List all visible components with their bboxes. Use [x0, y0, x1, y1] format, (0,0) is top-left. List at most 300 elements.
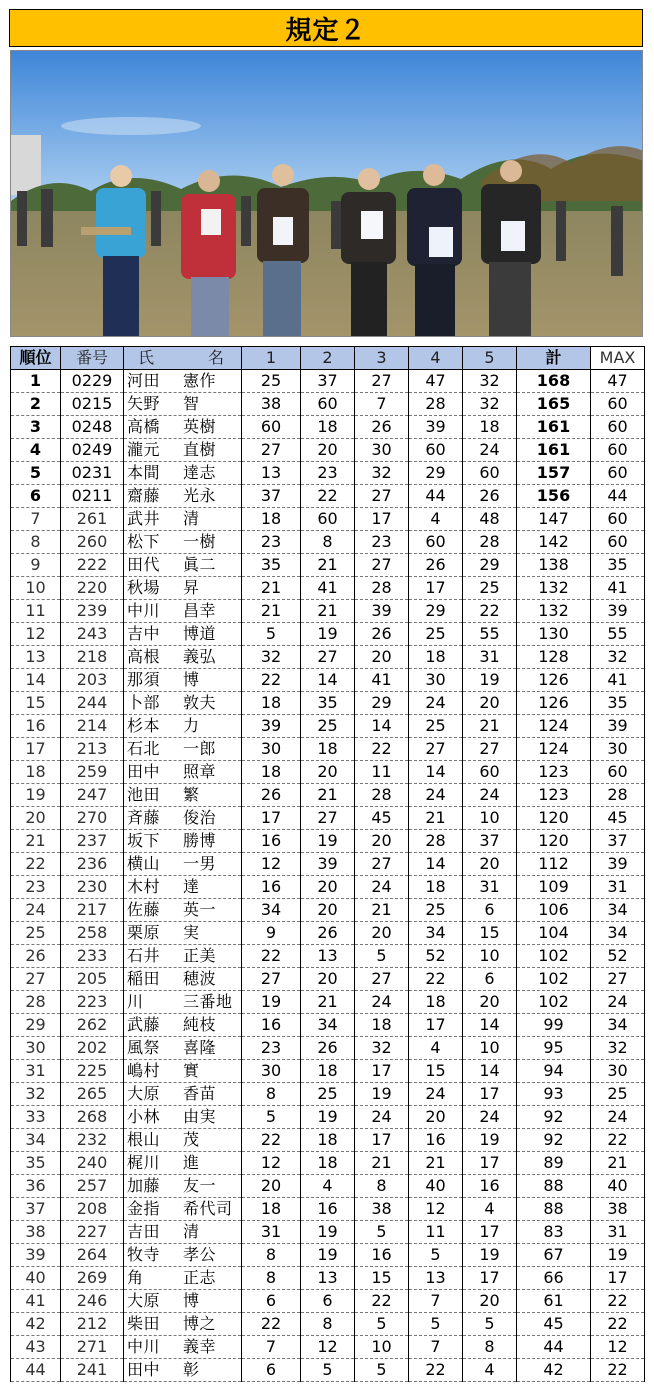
- table-row: [11, 669, 645, 692]
- table-row: [11, 370, 645, 393]
- name-family: 卜部: [127, 693, 161, 712]
- name-cell: [124, 1060, 242, 1083]
- round-4-cell: 22: [409, 968, 463, 991]
- round-2-cell: 34: [301, 1014, 355, 1037]
- round-5-cell: 19: [463, 669, 517, 692]
- table-row: [11, 646, 645, 669]
- round-4-cell: 25: [409, 899, 463, 922]
- table-row: [11, 1244, 645, 1267]
- header-round-1: 1: [242, 347, 301, 370]
- round-4-cell: 29: [409, 462, 463, 485]
- max-cell: 28: [591, 784, 645, 807]
- rank-cell: 38: [11, 1221, 61, 1244]
- round-2-cell: 26: [301, 1037, 355, 1060]
- name-given: 義幸: [183, 1337, 217, 1356]
- round-4-cell: 18: [409, 646, 463, 669]
- rank-cell: 3: [11, 416, 61, 439]
- table-row: [11, 692, 645, 715]
- round-3-cell: 39: [355, 600, 409, 623]
- round-3-cell: 28: [355, 784, 409, 807]
- name-cell: [124, 738, 242, 761]
- name-given: 憲作: [183, 371, 217, 390]
- max-cell: 32: [591, 1037, 645, 1060]
- round-5-cell: 22: [463, 600, 517, 623]
- round-2-cell: 18: [301, 738, 355, 761]
- round-1-cell: 31: [242, 1221, 301, 1244]
- name-cell: [124, 807, 242, 830]
- max-cell: 34: [591, 1014, 645, 1037]
- max-cell: 52: [591, 945, 645, 968]
- number-cell: 244: [61, 692, 124, 715]
- name-cell: [124, 922, 242, 945]
- round-3-cell: 30: [355, 439, 409, 462]
- round-1-cell: 18: [242, 761, 301, 784]
- number-cell: 261: [61, 508, 124, 531]
- name-cell: [124, 1014, 242, 1037]
- name-family: 松下: [127, 532, 161, 551]
- round-5-cell: 25: [463, 577, 517, 600]
- round-5-cell: 31: [463, 646, 517, 669]
- name-family: 田代: [127, 555, 161, 574]
- name-given: 昇: [183, 578, 200, 597]
- name-family: 矢野: [127, 394, 161, 413]
- name-given: 繁: [183, 785, 200, 804]
- round-4-cell: 40: [409, 1175, 463, 1198]
- name-cell: [124, 531, 242, 554]
- name-given: 孝公: [183, 1245, 217, 1264]
- name-family: 木村: [127, 877, 161, 896]
- max-cell: 60: [591, 416, 645, 439]
- round-1-cell: 16: [242, 876, 301, 899]
- round-2-cell: 13: [301, 1267, 355, 1290]
- number-cell: 264: [61, 1244, 124, 1267]
- rank-cell: 37: [11, 1198, 61, 1221]
- round-3-cell: 22: [355, 738, 409, 761]
- round-2-cell: 35: [301, 692, 355, 715]
- number-cell: 203: [61, 669, 124, 692]
- total-cell: 156: [517, 485, 591, 508]
- round-5-cell: 17: [463, 1083, 517, 1106]
- round-3-cell: 29: [355, 692, 409, 715]
- round-2-cell: 6: [301, 1290, 355, 1313]
- header-round-4: 4: [409, 347, 463, 370]
- round-4-cell: 18: [409, 991, 463, 1014]
- name-cell: [124, 761, 242, 784]
- total-cell: 42: [517, 1359, 591, 1382]
- table-row: [11, 876, 645, 899]
- round-3-cell: 27: [355, 968, 409, 991]
- header-round-3: 3: [355, 347, 409, 370]
- total-cell: 132: [517, 600, 591, 623]
- total-cell: 104: [517, 922, 591, 945]
- number-cell: 208: [61, 1198, 124, 1221]
- round-4-cell: 11: [409, 1221, 463, 1244]
- total-cell: 120: [517, 807, 591, 830]
- round-4-cell: 18: [409, 876, 463, 899]
- rank-cell: 40: [11, 1267, 61, 1290]
- round-3-cell: 38: [355, 1198, 409, 1221]
- round-3-cell: 17: [355, 1060, 409, 1083]
- round-5-cell: 10: [463, 807, 517, 830]
- name-cell: [124, 991, 242, 1014]
- round-5-cell: 20: [463, 1290, 517, 1313]
- round-2-cell: 18: [301, 1129, 355, 1152]
- total-cell: 124: [517, 738, 591, 761]
- rank-cell: 33: [11, 1106, 61, 1129]
- total-cell: 130: [517, 623, 591, 646]
- rank-cell: 23: [11, 876, 61, 899]
- name-given: 一男: [183, 854, 217, 873]
- round-5-cell: 28: [463, 531, 517, 554]
- number-cell: 240: [61, 1152, 124, 1175]
- round-5-cell: 14: [463, 1060, 517, 1083]
- name-given: 清: [183, 509, 200, 528]
- max-cell: 39: [591, 600, 645, 623]
- max-cell: 22: [591, 1313, 645, 1336]
- max-cell: 38: [591, 1198, 645, 1221]
- name-cell: [124, 1129, 242, 1152]
- round-2-cell: 20: [301, 968, 355, 991]
- number-cell: 270: [61, 807, 124, 830]
- name-given: 勝博: [183, 831, 217, 850]
- round-4-cell: 34: [409, 922, 463, 945]
- round-1-cell: 26: [242, 784, 301, 807]
- name-cell: [124, 1037, 242, 1060]
- round-4-cell: 60: [409, 439, 463, 462]
- max-cell: 40: [591, 1175, 645, 1198]
- round-5-cell: 60: [463, 462, 517, 485]
- round-1-cell: 16: [242, 1014, 301, 1037]
- table-row: [11, 1198, 645, 1221]
- number-cell: 0249: [61, 439, 124, 462]
- name-cell: [124, 853, 242, 876]
- name-family: 田中: [127, 1360, 161, 1379]
- table-header-row: [11, 347, 645, 370]
- name-given: 穂波: [183, 969, 217, 988]
- max-cell: 44: [591, 485, 645, 508]
- rank-cell: 9: [11, 554, 61, 577]
- name-cell: [124, 393, 242, 416]
- name-given: 香苗: [183, 1084, 217, 1103]
- round-3-cell: 16: [355, 1244, 409, 1267]
- max-cell: 45: [591, 807, 645, 830]
- total-cell: 109: [517, 876, 591, 899]
- round-5-cell: 32: [463, 370, 517, 393]
- round-5-cell: 19: [463, 1244, 517, 1267]
- round-1-cell: 25: [242, 370, 301, 393]
- round-2-cell: 18: [301, 416, 355, 439]
- round-2-cell: 21: [301, 991, 355, 1014]
- table-row: [11, 738, 645, 761]
- table-row: [11, 554, 645, 577]
- round-3-cell: 41: [355, 669, 409, 692]
- rank-cell: 16: [11, 715, 61, 738]
- rank-cell: 19: [11, 784, 61, 807]
- name-cell: [124, 485, 242, 508]
- max-cell: 32: [591, 646, 645, 669]
- round-2-cell: 21: [301, 554, 355, 577]
- round-5-cell: 20: [463, 991, 517, 1014]
- number-cell: 222: [61, 554, 124, 577]
- rank-cell: 26: [11, 945, 61, 968]
- rank-cell: 32: [11, 1083, 61, 1106]
- round-1-cell: 60: [242, 416, 301, 439]
- round-5-cell: 24: [463, 439, 517, 462]
- max-cell: 41: [591, 577, 645, 600]
- header-name: [124, 347, 242, 370]
- table-row: [11, 1129, 645, 1152]
- round-1-cell: 30: [242, 1060, 301, 1083]
- number-cell: 212: [61, 1313, 124, 1336]
- round-2-cell: 19: [301, 1221, 355, 1244]
- round-2-cell: 19: [301, 1244, 355, 1267]
- name-given: 俊治: [183, 808, 217, 827]
- round-5-cell: 21: [463, 715, 517, 738]
- name-cell: [124, 669, 242, 692]
- round-4-cell: 14: [409, 761, 463, 784]
- number-cell: 202: [61, 1037, 124, 1060]
- total-cell: 95: [517, 1037, 591, 1060]
- name-family: 武藤: [127, 1015, 161, 1034]
- max-cell: 37: [591, 830, 645, 853]
- round-5-cell: 37: [463, 830, 517, 853]
- max-cell: 31: [591, 876, 645, 899]
- total-cell: 147: [517, 508, 591, 531]
- round-2-cell: 18: [301, 1152, 355, 1175]
- max-cell: 55: [591, 623, 645, 646]
- name-given: 達志: [183, 463, 217, 482]
- name-given: 智: [183, 394, 200, 413]
- name-cell: [124, 416, 242, 439]
- name-family: 高橋: [127, 417, 161, 436]
- total-cell: 88: [517, 1198, 591, 1221]
- round-4-cell: 16: [409, 1129, 463, 1152]
- table-row: [11, 1152, 645, 1175]
- round-1-cell: 22: [242, 1129, 301, 1152]
- number-cell: 259: [61, 761, 124, 784]
- round-3-cell: 23: [355, 531, 409, 554]
- name-family: 牧寺: [127, 1245, 161, 1264]
- total-cell: 126: [517, 692, 591, 715]
- round-4-cell: 52: [409, 945, 463, 968]
- name-cell: [124, 945, 242, 968]
- round-3-cell: 5: [355, 1359, 409, 1382]
- number-cell: 257: [61, 1175, 124, 1198]
- round-2-cell: 19: [301, 830, 355, 853]
- number-cell: 0248: [61, 416, 124, 439]
- name-given: 正美: [183, 946, 217, 965]
- round-4-cell: 30: [409, 669, 463, 692]
- round-3-cell: 8: [355, 1175, 409, 1198]
- round-3-cell: 45: [355, 807, 409, 830]
- round-4-cell: 24: [409, 692, 463, 715]
- table-row: [11, 416, 645, 439]
- round-1-cell: 12: [242, 1152, 301, 1175]
- name-family: 中川: [127, 1337, 161, 1356]
- round-2-cell: 21: [301, 784, 355, 807]
- rank-cell: 31: [11, 1060, 61, 1083]
- total-cell: 126: [517, 669, 591, 692]
- table-row: [11, 761, 645, 784]
- name-family: 金指: [127, 1199, 161, 1218]
- name-family: 梶川: [127, 1153, 161, 1172]
- table-row: [11, 1175, 645, 1198]
- round-3-cell: 28: [355, 577, 409, 600]
- name-given: 博之: [183, 1314, 217, 1333]
- number-cell: 213: [61, 738, 124, 761]
- name-given: 博道: [183, 624, 217, 643]
- number-cell: 227: [61, 1221, 124, 1244]
- round-3-cell: 14: [355, 715, 409, 738]
- total-cell: 92: [517, 1129, 591, 1152]
- round-4-cell: 60: [409, 531, 463, 554]
- name-family: 栗原: [127, 923, 161, 942]
- name-given: 實: [183, 1061, 200, 1080]
- total-cell: 99: [517, 1014, 591, 1037]
- round-4-cell: 7: [409, 1336, 463, 1359]
- round-2-cell: 21: [301, 600, 355, 623]
- round-3-cell: 27: [355, 485, 409, 508]
- total-cell: 67: [517, 1244, 591, 1267]
- rank-cell: 1: [11, 370, 61, 393]
- total-cell: 44: [517, 1336, 591, 1359]
- name-family: 中川: [127, 601, 161, 620]
- table-row: [11, 968, 645, 991]
- round-5-cell: 32: [463, 393, 517, 416]
- round-5-cell: 15: [463, 922, 517, 945]
- rank-cell: 6: [11, 485, 61, 508]
- round-5-cell: 24: [463, 784, 517, 807]
- number-cell: 269: [61, 1267, 124, 1290]
- table-row: [11, 715, 645, 738]
- round-2-cell: 19: [301, 1106, 355, 1129]
- round-2-cell: 18: [301, 1060, 355, 1083]
- round-2-cell: 20: [301, 439, 355, 462]
- name-family: 高根: [127, 647, 161, 666]
- total-cell: 102: [517, 945, 591, 968]
- round-1-cell: 22: [242, 1313, 301, 1336]
- round-3-cell: 20: [355, 922, 409, 945]
- round-4-cell: 20: [409, 1106, 463, 1129]
- round-2-cell: 5: [301, 1359, 355, 1382]
- round-2-cell: 39: [301, 853, 355, 876]
- round-2-cell: 19: [301, 623, 355, 646]
- name-given: 英樹: [183, 417, 217, 436]
- max-cell: 60: [591, 761, 645, 784]
- round-3-cell: 21: [355, 899, 409, 922]
- max-cell: 24: [591, 1106, 645, 1129]
- round-2-cell: 20: [301, 899, 355, 922]
- header-round-2: 2: [301, 347, 355, 370]
- round-1-cell: 18: [242, 508, 301, 531]
- round-2-cell: 23: [301, 462, 355, 485]
- rank-cell: 4: [11, 439, 61, 462]
- max-cell: 22: [591, 1359, 645, 1382]
- round-1-cell: 39: [242, 715, 301, 738]
- number-cell: 260: [61, 531, 124, 554]
- round-4-cell: 7: [409, 1290, 463, 1313]
- rank-cell: 11: [11, 600, 61, 623]
- number-cell: 217: [61, 899, 124, 922]
- rank-cell: 8: [11, 531, 61, 554]
- name-given: 英一: [183, 900, 217, 919]
- round-1-cell: 5: [242, 1106, 301, 1129]
- round-1-cell: 8: [242, 1244, 301, 1267]
- round-5-cell: 55: [463, 623, 517, 646]
- round-5-cell: 20: [463, 692, 517, 715]
- number-cell: 232: [61, 1129, 124, 1152]
- name-given: 彰: [183, 1360, 200, 1379]
- name-cell: [124, 623, 242, 646]
- round-1-cell: 12: [242, 853, 301, 876]
- number-cell: 0211: [61, 485, 124, 508]
- round-3-cell: 15: [355, 1267, 409, 1290]
- round-5-cell: 18: [463, 416, 517, 439]
- name-given: 友一: [183, 1176, 217, 1195]
- round-4-cell: 17: [409, 577, 463, 600]
- rank-cell: 39: [11, 1244, 61, 1267]
- round-3-cell: 32: [355, 1037, 409, 1060]
- name-family: 秋場: [127, 578, 161, 597]
- max-cell: 41: [591, 669, 645, 692]
- round-4-cell: 47: [409, 370, 463, 393]
- round-5-cell: 5: [463, 1313, 517, 1336]
- rank-cell: 7: [11, 508, 61, 531]
- number-cell: 223: [61, 991, 124, 1014]
- round-3-cell: 5: [355, 1221, 409, 1244]
- table-row: [11, 1290, 645, 1313]
- number-cell: 218: [61, 646, 124, 669]
- round-1-cell: 9: [242, 922, 301, 945]
- name-given: 由実: [183, 1107, 217, 1126]
- name-given: 清: [183, 1222, 200, 1241]
- name-cell: [124, 830, 242, 853]
- number-cell: 243: [61, 623, 124, 646]
- name-family: 武井: [127, 509, 161, 528]
- number-cell: 230: [61, 876, 124, 899]
- round-1-cell: 37: [242, 485, 301, 508]
- total-cell: 165: [517, 393, 591, 416]
- round-1-cell: 19: [242, 991, 301, 1014]
- max-cell: 34: [591, 899, 645, 922]
- name-cell: [124, 1267, 242, 1290]
- round-2-cell: 41: [301, 577, 355, 600]
- table-row: [11, 623, 645, 646]
- name-given: 三番地: [183, 992, 233, 1011]
- round-2-cell: 12: [301, 1336, 355, 1359]
- round-2-cell: 26: [301, 922, 355, 945]
- name-family: 大原: [127, 1291, 161, 1310]
- round-4-cell: 12: [409, 1198, 463, 1221]
- name-given: 直樹: [183, 440, 217, 459]
- name-family: 稲田: [127, 969, 161, 988]
- round-4-cell: 5: [409, 1244, 463, 1267]
- round-3-cell: 24: [355, 1106, 409, 1129]
- rank-cell: 29: [11, 1014, 61, 1037]
- name-cell: [124, 600, 242, 623]
- round-4-cell: 4: [409, 508, 463, 531]
- table-row: [11, 991, 645, 1014]
- round-5-cell: 4: [463, 1198, 517, 1221]
- round-1-cell: 32: [242, 646, 301, 669]
- max-cell: 60: [591, 393, 645, 416]
- round-1-cell: 21: [242, 577, 301, 600]
- name-cell: [124, 370, 242, 393]
- round-3-cell: 24: [355, 876, 409, 899]
- round-2-cell: 60: [301, 393, 355, 416]
- round-1-cell: 22: [242, 669, 301, 692]
- name-given: 照章: [183, 762, 217, 781]
